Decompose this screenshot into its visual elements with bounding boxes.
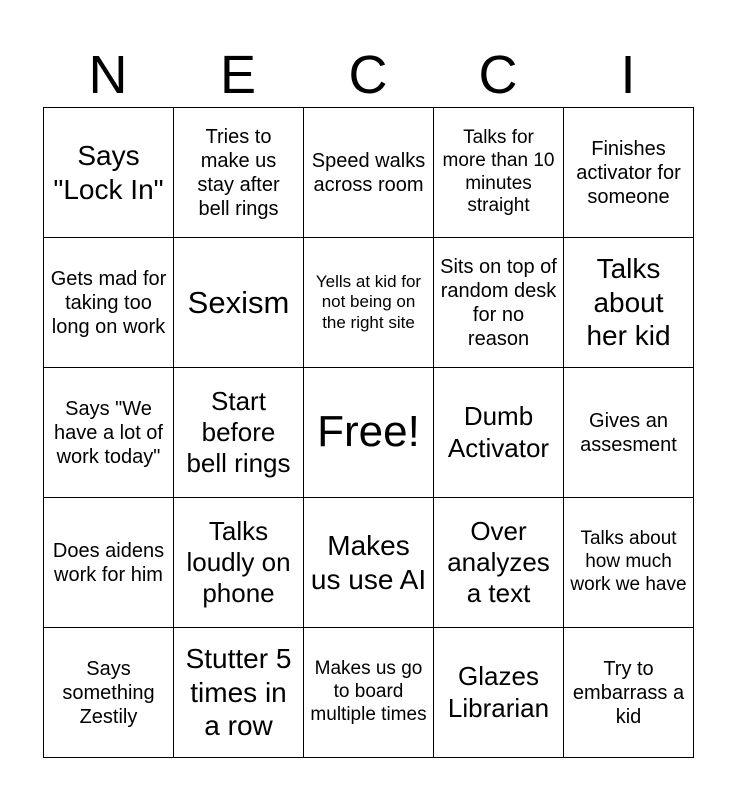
bingo-cell[interactable]: Finishes activator for someone [564, 108, 694, 238]
bingo-cell[interactable]: Sits on top of random desk for no reason [434, 238, 564, 368]
bingo-cell[interactable]: Says "We have a lot of work today" [44, 368, 174, 498]
bingo-cell[interactable]: Makes us use AI [304, 498, 434, 628]
bingo-cell[interactable]: Yells at kid for not being on the right site [304, 238, 434, 368]
header-letter-n: N [88, 45, 128, 105]
bingo-cell[interactable]: Makes us go to board multiple times [304, 628, 434, 758]
bingo-cell[interactable]: Tries to make us stay after bell rings [174, 108, 304, 238]
bingo-cell[interactable]: Speed walks across room [304, 108, 434, 238]
bingo-cell[interactable]: Gives an assesment [564, 368, 694, 498]
bingo-cell[interactable]: Talks for more than 10 minutes straight [434, 108, 564, 238]
bingo-header [43, 44, 693, 106]
header-letter-c1: C [348, 45, 388, 105]
free-space-cell[interactable]: Free! [304, 368, 434, 498]
bingo-row [44, 498, 694, 628]
bingo-cell[interactable]: Start before bell rings [174, 368, 304, 498]
bingo-card [43, 107, 694, 758]
bingo-cell[interactable]: Does aidens work for him [44, 498, 174, 628]
bingo-cell[interactable]: Sexism [174, 238, 304, 368]
bingo-cell[interactable]: Glazes Librarian [434, 628, 564, 758]
bingo-cell[interactable]: Talks loudly on phone [174, 498, 304, 628]
bingo-cell[interactable]: Stutter 5 times in a row [174, 628, 304, 758]
bingo-cell[interactable]: Says "Lock In" [44, 108, 174, 238]
bingo-row [44, 108, 694, 238]
bingo-cell[interactable]: Over analyzes a text [434, 498, 564, 628]
bingo-row [44, 628, 694, 758]
bingo-row [44, 238, 694, 368]
header-letter-c2: C [478, 45, 518, 105]
header-letter-e: E [219, 45, 257, 105]
bingo-cell[interactable]: Talks about how much work we have [564, 498, 694, 628]
header-letter-i: I [620, 45, 636, 105]
bingo-cell[interactable]: Try to embarrass a kid [564, 628, 694, 758]
bingo-cell[interactable]: Dumb Activator [434, 368, 564, 498]
bingo-cell[interactable]: Says something Zestily [44, 628, 174, 758]
bingo-cell[interactable]: Talks about her kid [564, 238, 694, 368]
bingo-cell[interactable]: Gets mad for taking too long on work [44, 238, 174, 368]
bingo-row [44, 368, 694, 498]
